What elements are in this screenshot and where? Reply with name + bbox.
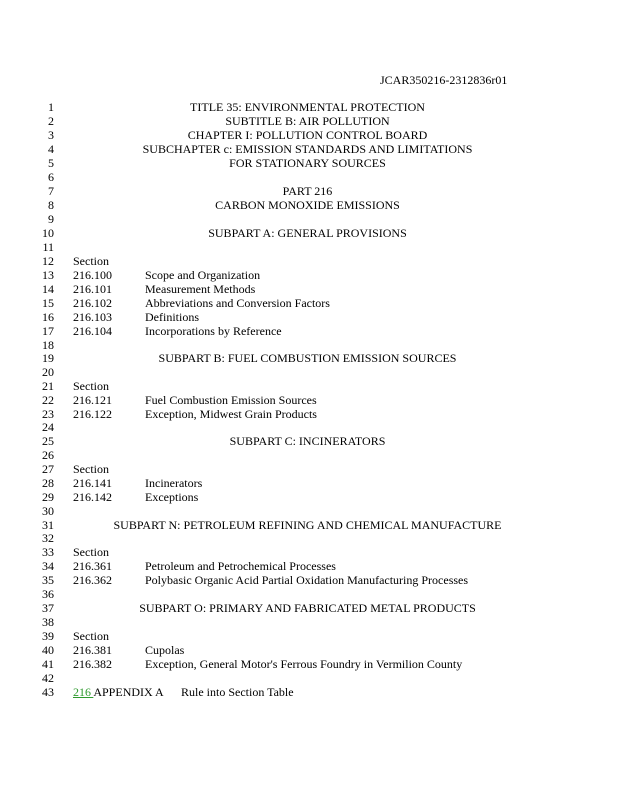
line-number: 28	[42, 476, 54, 490]
section-title: Exceptions	[145, 490, 199, 504]
line-number: 22	[42, 393, 54, 407]
line-number: 35	[42, 573, 54, 587]
line-number-row	[0, 420, 618, 434]
line-number: 3	[48, 128, 54, 142]
line-number: 20	[42, 365, 54, 379]
section-number: 216.103	[73, 310, 112, 324]
section-number: 216.121	[73, 393, 112, 407]
inserted-text: 216	[73, 685, 94, 699]
line-number: 16	[42, 310, 54, 324]
toc-row	[0, 657, 618, 671]
line-number: 8	[48, 198, 54, 212]
subtitle-heading: SUBTITLE B: AIR POLLUTION	[225, 114, 390, 128]
section-number: 216.362	[73, 573, 112, 587]
section-title: Incorporations by Reference	[145, 324, 282, 338]
line-number: 40	[42, 643, 54, 657]
toc-row	[0, 310, 618, 324]
section-title: Definitions	[145, 310, 199, 324]
line-number: 43	[42, 685, 54, 699]
toc-row	[0, 268, 618, 282]
line-number-row	[0, 587, 618, 601]
line-number: 27	[42, 462, 54, 476]
section-label-line	[0, 254, 618, 268]
line-number: 23	[42, 407, 54, 421]
heading-line	[0, 114, 618, 128]
appendix-row	[0, 685, 618, 699]
line-number: 42	[42, 671, 54, 685]
section-title: Fuel Combustion Emission Sources	[145, 393, 317, 407]
appendix-label-group	[73, 685, 164, 699]
section-title: Petroleum and Petrochemical Processes	[145, 559, 336, 573]
line-number: 26	[42, 448, 54, 462]
toc-row	[0, 324, 618, 338]
line-number: 11	[42, 240, 54, 254]
line-number: 12	[42, 254, 54, 268]
toc-row	[0, 407, 618, 421]
subpart-heading-line	[0, 351, 618, 365]
heading-line	[0, 156, 618, 170]
line-number: 32	[42, 531, 54, 545]
line-number: 1	[48, 100, 54, 114]
toc-row	[0, 573, 618, 587]
subpart-heading-line	[0, 434, 618, 448]
line-number-row	[0, 338, 618, 352]
line-number: 38	[42, 615, 54, 629]
toc-row	[0, 296, 618, 310]
line-number: 37	[42, 601, 54, 615]
line-number: 4	[48, 142, 54, 156]
heading-line	[0, 100, 618, 114]
section-title: Measurement Methods	[145, 282, 256, 296]
subpart-heading-line	[0, 226, 618, 240]
subchapter-heading: SUBCHAPTER c: EMISSION STANDARDS AND LIMITATIONS	[142, 142, 473, 156]
line-number: 9	[48, 212, 54, 226]
line-number: 17	[42, 324, 54, 338]
section-number: 216.142	[73, 490, 112, 504]
subpart-n-heading: SUBPART N: PETROLEUM REFINING AND CHEMICAL MANUFACTURE	[113, 518, 502, 532]
line-number: 29	[42, 490, 54, 504]
line-number-row	[0, 531, 618, 545]
section-number: 216.102	[73, 296, 112, 310]
appendix-title: Rule into Section Table	[181, 685, 294, 699]
section-number: 216.104	[73, 324, 112, 338]
section-label: Section	[73, 545, 109, 559]
line-number-row	[0, 448, 618, 462]
chapter-heading: CHAPTER I: POLLUTION CONTROL BOARD	[187, 128, 428, 142]
line-number: 25	[42, 434, 54, 448]
line-number: 31	[42, 518, 54, 532]
section-title: Exception, Midwest Grain Products	[145, 407, 317, 421]
section-label: Section	[73, 379, 109, 393]
section-label-line	[0, 379, 618, 393]
heading-line	[0, 128, 618, 142]
section-number: 216.101	[73, 282, 112, 296]
line-number: 14	[42, 282, 54, 296]
subchapter-heading-continued: FOR STATIONARY SOURCES	[229, 156, 386, 170]
toc-row	[0, 476, 618, 490]
subpart-c-heading: SUBPART C: INCINERATORS	[229, 434, 386, 448]
line-number: 39	[42, 629, 54, 643]
toc-row	[0, 282, 618, 296]
line-number-row	[0, 615, 618, 629]
line-number: 19	[42, 351, 54, 365]
subpart-heading-line	[0, 601, 618, 615]
line-number-row	[0, 671, 618, 685]
line-number: 33	[42, 545, 54, 559]
section-label: Section	[73, 462, 109, 476]
toc-row	[0, 393, 618, 407]
section-label-line	[0, 545, 618, 559]
appendix-label: APPENDIX A	[93, 685, 164, 699]
subpart-heading-line	[0, 518, 618, 532]
section-title: Incinerators	[145, 476, 203, 490]
title-heading: TITLE 35: ENVIRONMENTAL PROTECTION	[190, 100, 425, 114]
line-number: 24	[42, 420, 54, 434]
line-number-row	[0, 170, 618, 184]
section-label-line	[0, 462, 618, 476]
line-number: 6	[48, 170, 54, 184]
section-label: Section	[73, 254, 109, 268]
subpart-o-heading: SUBPART O: PRIMARY AND FABRICATED METAL PRODUCTS	[139, 601, 476, 615]
line-number: 34	[42, 559, 54, 573]
section-number: 216.122	[73, 407, 112, 421]
part-heading: PART 216	[282, 184, 333, 198]
line-number-row	[0, 212, 618, 226]
line-number: 5	[48, 156, 54, 170]
line-number: 7	[48, 184, 54, 198]
line-number: 2	[48, 114, 54, 128]
line-number: 36	[42, 587, 54, 601]
section-title: Polybasic Organic Acid Partial Oxidation Manufacturing Processes	[145, 573, 469, 587]
line-number-row	[0, 365, 618, 379]
toc-row	[0, 643, 618, 657]
heading-line	[0, 184, 618, 198]
subpart-b-heading: SUBPART B: FUEL COMBUSTION EMISSION SOURCES	[158, 351, 457, 365]
line-number: 10	[42, 226, 54, 240]
section-number: 216.141	[73, 476, 112, 490]
section-number: 216.361	[73, 559, 112, 573]
subpart-a-heading: SUBPART A: GENERAL PROVISIONS	[208, 226, 407, 240]
line-number: 13	[42, 268, 54, 282]
document-id: JCAR350216-2312836r01	[380, 73, 508, 87]
section-title: Scope and Organization	[145, 268, 261, 282]
section-number: 216.382	[73, 657, 112, 671]
section-number: 216.381	[73, 643, 112, 657]
line-number: 18	[42, 338, 54, 352]
line-number: 30	[42, 504, 54, 518]
line-number: 21	[42, 379, 54, 393]
section-label-line	[0, 629, 618, 643]
heading-line	[0, 198, 618, 212]
line-number-row	[0, 504, 618, 518]
section-title: Exception, General Motor's Ferrous Foundry in Vermilion County	[145, 657, 463, 671]
heading-line	[0, 142, 618, 156]
line-number: 41	[42, 657, 54, 671]
part-name-heading: CARBON MONOXIDE EMISSIONS	[215, 198, 400, 212]
line-number: 15	[42, 296, 54, 310]
toc-row	[0, 559, 618, 573]
section-title: Abbreviations and Conversion Factors	[145, 296, 330, 310]
section-number: 216.100	[73, 268, 112, 282]
line-number-row	[0, 240, 618, 254]
section-title: Cupolas	[145, 643, 185, 657]
section-label: Section	[73, 629, 109, 643]
toc-row	[0, 490, 618, 504]
